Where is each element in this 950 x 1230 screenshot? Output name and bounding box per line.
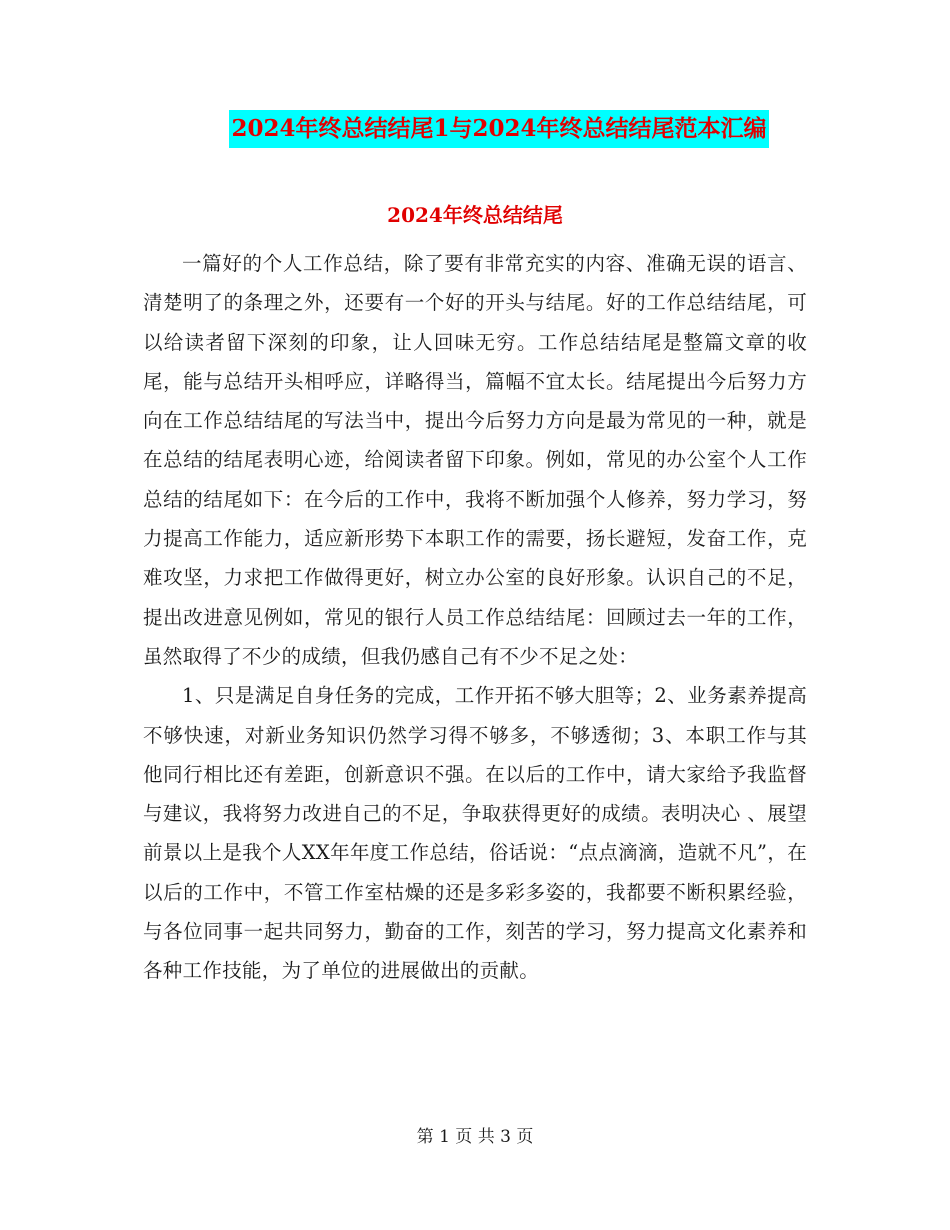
section-title: 2024年终总结结尾 [387,203,563,227]
document-title-container [0,110,950,148]
document-body [143,244,807,991]
paragraph: 一篇好的个人工作总结，除了要有非常充实的内容、准确无误的语言、清楚明了的条理之外，还要有一个好的开头与结尾。好的工作总结结尾，可以给读者留下深刻的印象，让人回味无穷。工作总结结尾是整篇文章的收尾，能与总结开头相呼应，详略得当，篇幅不宜太长。结尾提出今后努力方向在工作总结结尾的写法当中，提出今后努力方向是最为常见的一种，就是在总结的结尾表明心迹，给阅读者留下印象。例如，常见的办公室个人工作总结的结尾如下：在今后的工作中，我将不断加强个人修养，努力学习，努力提高工作能力，适应新形势下本职工作的需要，扬长避短，发奋工作，克难攻坚，力求把工作做得更好，树立办公室的良好形象。认识自己的不足，提出改进意见例如，常见的银行人员工作总结结尾：回顾过去一年的工作，虽然取得了不少的成绩，但我仍感自己有不少不足之处： [143,252,807,668]
page-number-footer: 第 1 页 共 3 页 [416,1127,534,1147]
document-title: 2024年终总结结尾1与2024年终总结结尾范本汇编 [229,110,768,148]
paragraph: 1、只是满足自身任务的完成，工作开拓不够大胆等；2、业务素养提高不够快速，对新业务知识仍然学习得不够多，不够透彻；3、本职工作与其他同行相比还有差距，创新意识不强。在以后的工作中，请大家给予我监督与建议，我将努力改进自己的不足，争取获得更好的成绩。表明决心 、展望前景以上是我个人XX年年度工作总结，俗话说：“点点滴滴，造就不凡”，在以后的工作中，不管工作室枯燥的还是多彩多姿的，我都要不断积累经验，与各位同事一起共同努力，勤奋的工作，刻苦的学习，努力提高文化素养和各种工作技能，为了单位的进展做出的贡献。 [143,684,807,983]
